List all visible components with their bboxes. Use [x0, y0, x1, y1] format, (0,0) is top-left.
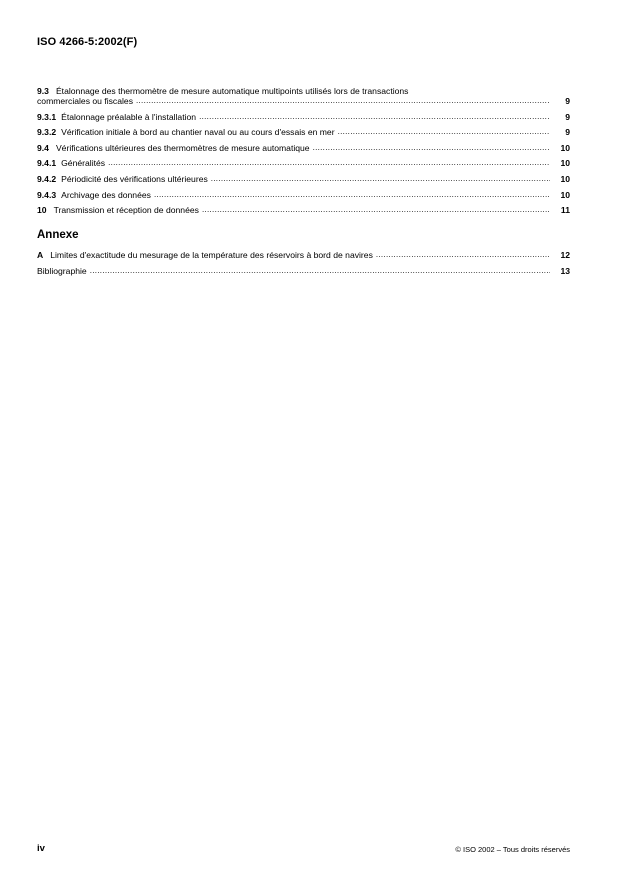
toc-entry-number: 9.4.1 [37, 158, 57, 169]
toc-entry-title: Vérification initiale à bord au chantier naval ou au cours d'essais en mer [61, 127, 335, 138]
dot-leader [108, 158, 550, 168]
toc-entry-number: 9.4 [37, 142, 49, 153]
toc-entry-9-4-1[interactable] [37, 158, 570, 168]
toc-entry-title: Vérifications ultérieures des thermomètres de mesure automatique [55, 142, 310, 153]
toc-page-number: 9 [565, 96, 570, 106]
toc-entry-number: 9.4.2 [37, 173, 57, 184]
dot-leader [90, 266, 550, 276]
dot-leader [211, 174, 550, 184]
dot-leader [154, 190, 550, 200]
toc-entry-title: Étalonnage préalable à l'installation [61, 111, 197, 122]
toc-page-number: 12 [560, 250, 570, 261]
document-id: ISO 4266-5:2002(F) [37, 36, 138, 48]
toc-entry-number: 9.4.3 [37, 189, 57, 200]
toc-entry-10[interactable] [37, 205, 570, 215]
toc-page-number: 10 [560, 142, 570, 153]
toc-entry-number: 9.3 [37, 86, 49, 96]
toc-page-number: 9 [565, 111, 570, 122]
dot-leader [136, 96, 550, 106]
toc-entry-9-3[interactable] [37, 86, 570, 106]
dot-leader [313, 143, 550, 153]
dot-leader [202, 205, 550, 215]
dot-leader [376, 250, 550, 260]
toc-entry-9-4-2[interactable] [37, 174, 570, 184]
toc-entry-number: 9.3.2 [37, 127, 57, 138]
toc-entry-title: Bibliographie [37, 265, 87, 276]
toc-entry-title: Étalonnage des thermomètre de mesure automatique multipoints utilisés lors de transactions [55, 86, 409, 96]
toc-entry-title: Transmission et réception de données [53, 205, 199, 216]
toc-page-number: 10 [560, 158, 570, 169]
toc-entry-title: Généralités [61, 158, 106, 169]
toc-page-number: 13 [560, 265, 570, 276]
toc-entry-number: A [37, 250, 44, 261]
table-of-contents [37, 86, 570, 281]
dot-leader [199, 112, 550, 122]
dot-leader [338, 127, 550, 137]
toc-entry-9-3-1[interactable] [37, 112, 570, 122]
toc-entry-number: 10 [37, 205, 47, 216]
toc-entry-annex-a[interactable] [37, 250, 570, 260]
toc-entry-title-continued: commerciales ou fiscales [37, 96, 133, 106]
toc-entry-title: Limites d'exactitude du mesurage de la température des réservoirs à bord de navires [50, 250, 373, 261]
toc-entry-title: Archivage des données [61, 189, 151, 200]
toc-entry-number: 9.3.1 [37, 111, 57, 122]
annex-heading: Annexe [37, 229, 79, 242]
footer-copyright: © ISO 2002 – Tous droits réservés [455, 845, 570, 854]
toc-entry-bibliography[interactable] [37, 266, 570, 276]
toc-entry-9-3-2[interactable] [37, 127, 570, 137]
toc-entry-9-4[interactable] [37, 143, 570, 153]
toc-page-number: 11 [560, 205, 570, 216]
toc-entry-9-4-3[interactable] [37, 190, 570, 200]
toc-entry-title: Périodicité des vérifications ultérieures [61, 173, 208, 184]
toc-page-number: 10 [560, 173, 570, 184]
toc-page-number: 9 [565, 127, 570, 138]
footer-page-number: iv [37, 843, 45, 854]
toc-page-number: 10 [560, 189, 570, 200]
